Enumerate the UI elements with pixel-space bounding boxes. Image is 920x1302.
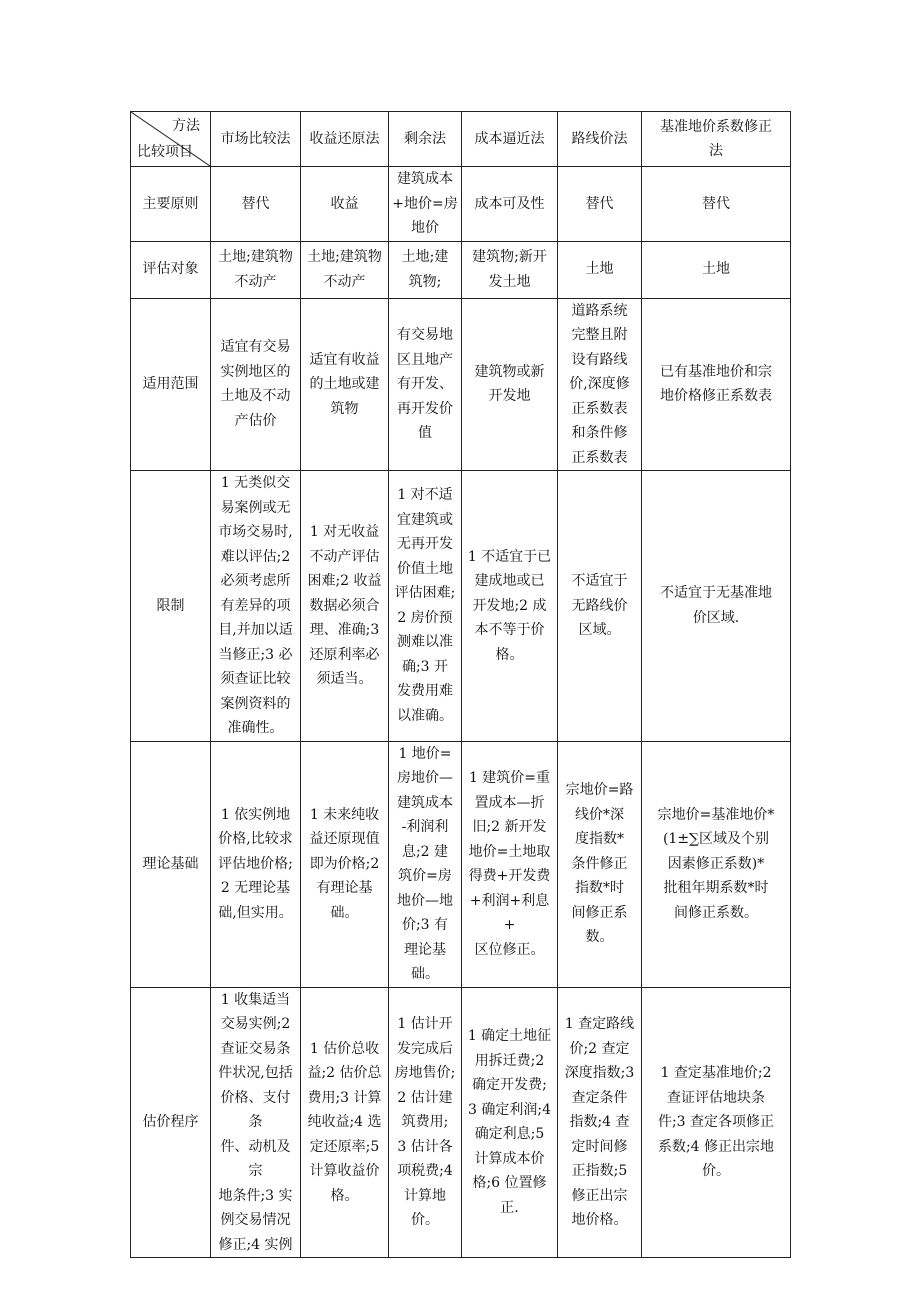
table-cell: 1 依实例地 价格,比较求 评估地价格; 2 无理论基 础,但实用。 xyxy=(211,741,301,987)
table-cell: 宗地价=路 线价*深 度指数* 条件修正 指数*时 间修正系 数。 xyxy=(558,741,642,987)
table-cell: 1 未来纯收 益还原现值 即为价格;2 有理论基础。 xyxy=(301,741,389,987)
table-cell: 宗地价=基准地价* (1±∑区域及个别 因素修正系数)* 批租年期系数*时 间修正系数。 xyxy=(642,741,791,987)
table-cell: 建筑成本 +地价=房 地价 xyxy=(389,167,462,242)
row-header: 理论基础 xyxy=(131,741,211,987)
table-cell: 不适宜于 无路线价 区域。 xyxy=(558,471,642,742)
table-cell: 1 建筑价=重 置成本—折 旧;2 新开发 地价=土地取 得费+开发费 +利润+利息+ 区位修正。 xyxy=(462,741,558,987)
table-cell: 替代 xyxy=(642,167,791,242)
column-header: 剩余法 xyxy=(389,112,462,167)
table-cell: 土地;建筑物 不动产 xyxy=(301,241,389,298)
table-cell: 1 收集适当 交易实例;2 查证交易条 件状况,包括 价格、支付条 件、动机及宗 地条件;3 实 例交易情况 修正;4 实例 xyxy=(211,987,301,1258)
row-header: 限制 xyxy=(131,471,211,742)
table-row xyxy=(131,741,791,987)
table-cell: 已有基准地价和宗 地价格修正系数表 xyxy=(642,298,791,471)
table-cell: 1 估计开 发完成后 房地售价; 2 估计建 筑费用; 3 估计各 项税费;4 计算地价。 xyxy=(389,987,462,1258)
corner-top-label: 方法 xyxy=(172,118,200,134)
table-cell: 土地 xyxy=(642,241,791,298)
table-cell: 土地;建筑物 不动产 xyxy=(211,241,301,298)
table-cell: 1 对不适 宜建筑或 无再开发 价值土地 评估困难; 2 房价预 测难以准 确;3 开 发费用难 以准确。 xyxy=(389,471,462,742)
column-header: 基准地价系数修正 法 xyxy=(642,112,791,167)
row-header: 适用范围 xyxy=(131,298,211,471)
row-header: 主要原则 xyxy=(131,167,211,242)
table-row xyxy=(131,167,791,242)
column-header: 路线价法 xyxy=(558,112,642,167)
header-row xyxy=(131,112,791,167)
table-cell: 适宜有交易 实例地区的 土地及不动 产估价 xyxy=(211,298,301,471)
table-cell: 替代 xyxy=(211,167,301,242)
table-cell: 替代 xyxy=(558,167,642,242)
table-cell: 土地;建 筑物; xyxy=(389,241,462,298)
corner-bottom-label: 比较项目 xyxy=(137,144,193,160)
table-cell: 1 对无收益 不动产评估 困难;2 收益 数据必须合 理、准确;3 还原利率必 须适当。 xyxy=(301,471,389,742)
column-header: 市场比较法 xyxy=(211,112,301,167)
table-cell: 建筑物;新开 发土地 xyxy=(462,241,558,298)
table-cell: 1 查定路线 价;2 查定 深度指数;3 查定条件 指数;4 查 定时间修 正指数;5 修正出宗 地价格。 xyxy=(558,987,642,1258)
table-cell: 成本可及性 xyxy=(462,167,558,242)
table-cell: 收益 xyxy=(301,167,389,242)
table-cell: 1 不适宜于已 建成地或已 开发地;2 成 本不等于价 格。 xyxy=(462,471,558,742)
table-cell: 建筑物或新 开发地 xyxy=(462,298,558,471)
row-header: 评估对象 xyxy=(131,241,211,298)
table-cell: 不适宜于无基准地 价区域. xyxy=(642,471,791,742)
table-row xyxy=(131,471,791,742)
column-header: 收益还原法 xyxy=(301,112,389,167)
table-cell: 1 查定基准地价;2 查证评估地块条 件;3 查定各项修正 系数;4 修正出宗地 价。 xyxy=(642,987,791,1258)
comparison-table xyxy=(130,111,791,1258)
table-cell: 道路系统 完整且附 设有路线 价,深度修 正系数表 和条件修 正系数表 xyxy=(558,298,642,471)
table-cell: 1 无类似交 易案例或无 市场交易时, 难以评估;2 必须考虑所 有差异的项 目,并加以适 当修正;3 必 须查证比较 案例资料的 准确性。 xyxy=(211,471,301,742)
table-cell: 1 地价= 房地价— 建筑成本 -利润利 息;2 建 筑价=房 地价—地 价;3 有 理论基础。 xyxy=(389,741,462,987)
table-row xyxy=(131,298,791,471)
table-cell: 有交易地 区且地产 有开发、 再开发价 值 xyxy=(389,298,462,471)
table-row xyxy=(131,987,791,1258)
table-cell: 土地 xyxy=(558,241,642,298)
corner-cell xyxy=(131,112,211,167)
table-row xyxy=(131,241,791,298)
table-cell: 适宜有收益 的土地或建 筑物 xyxy=(301,298,389,471)
table-cell: 1 确定土地征 用拆迁费;2 确定开发费; 3 确定利润;4 确定利息;5 计算成本价 格;6 位置修 正. xyxy=(462,987,558,1258)
column-header: 成本逼近法 xyxy=(462,112,558,167)
row-header: 估价程序 xyxy=(131,987,211,1258)
table-cell: 1 估价总收 益;2 估价总 费用;3 计算 纯收益;4 选 定还原率;5 计算收益价 格。 xyxy=(301,987,389,1258)
